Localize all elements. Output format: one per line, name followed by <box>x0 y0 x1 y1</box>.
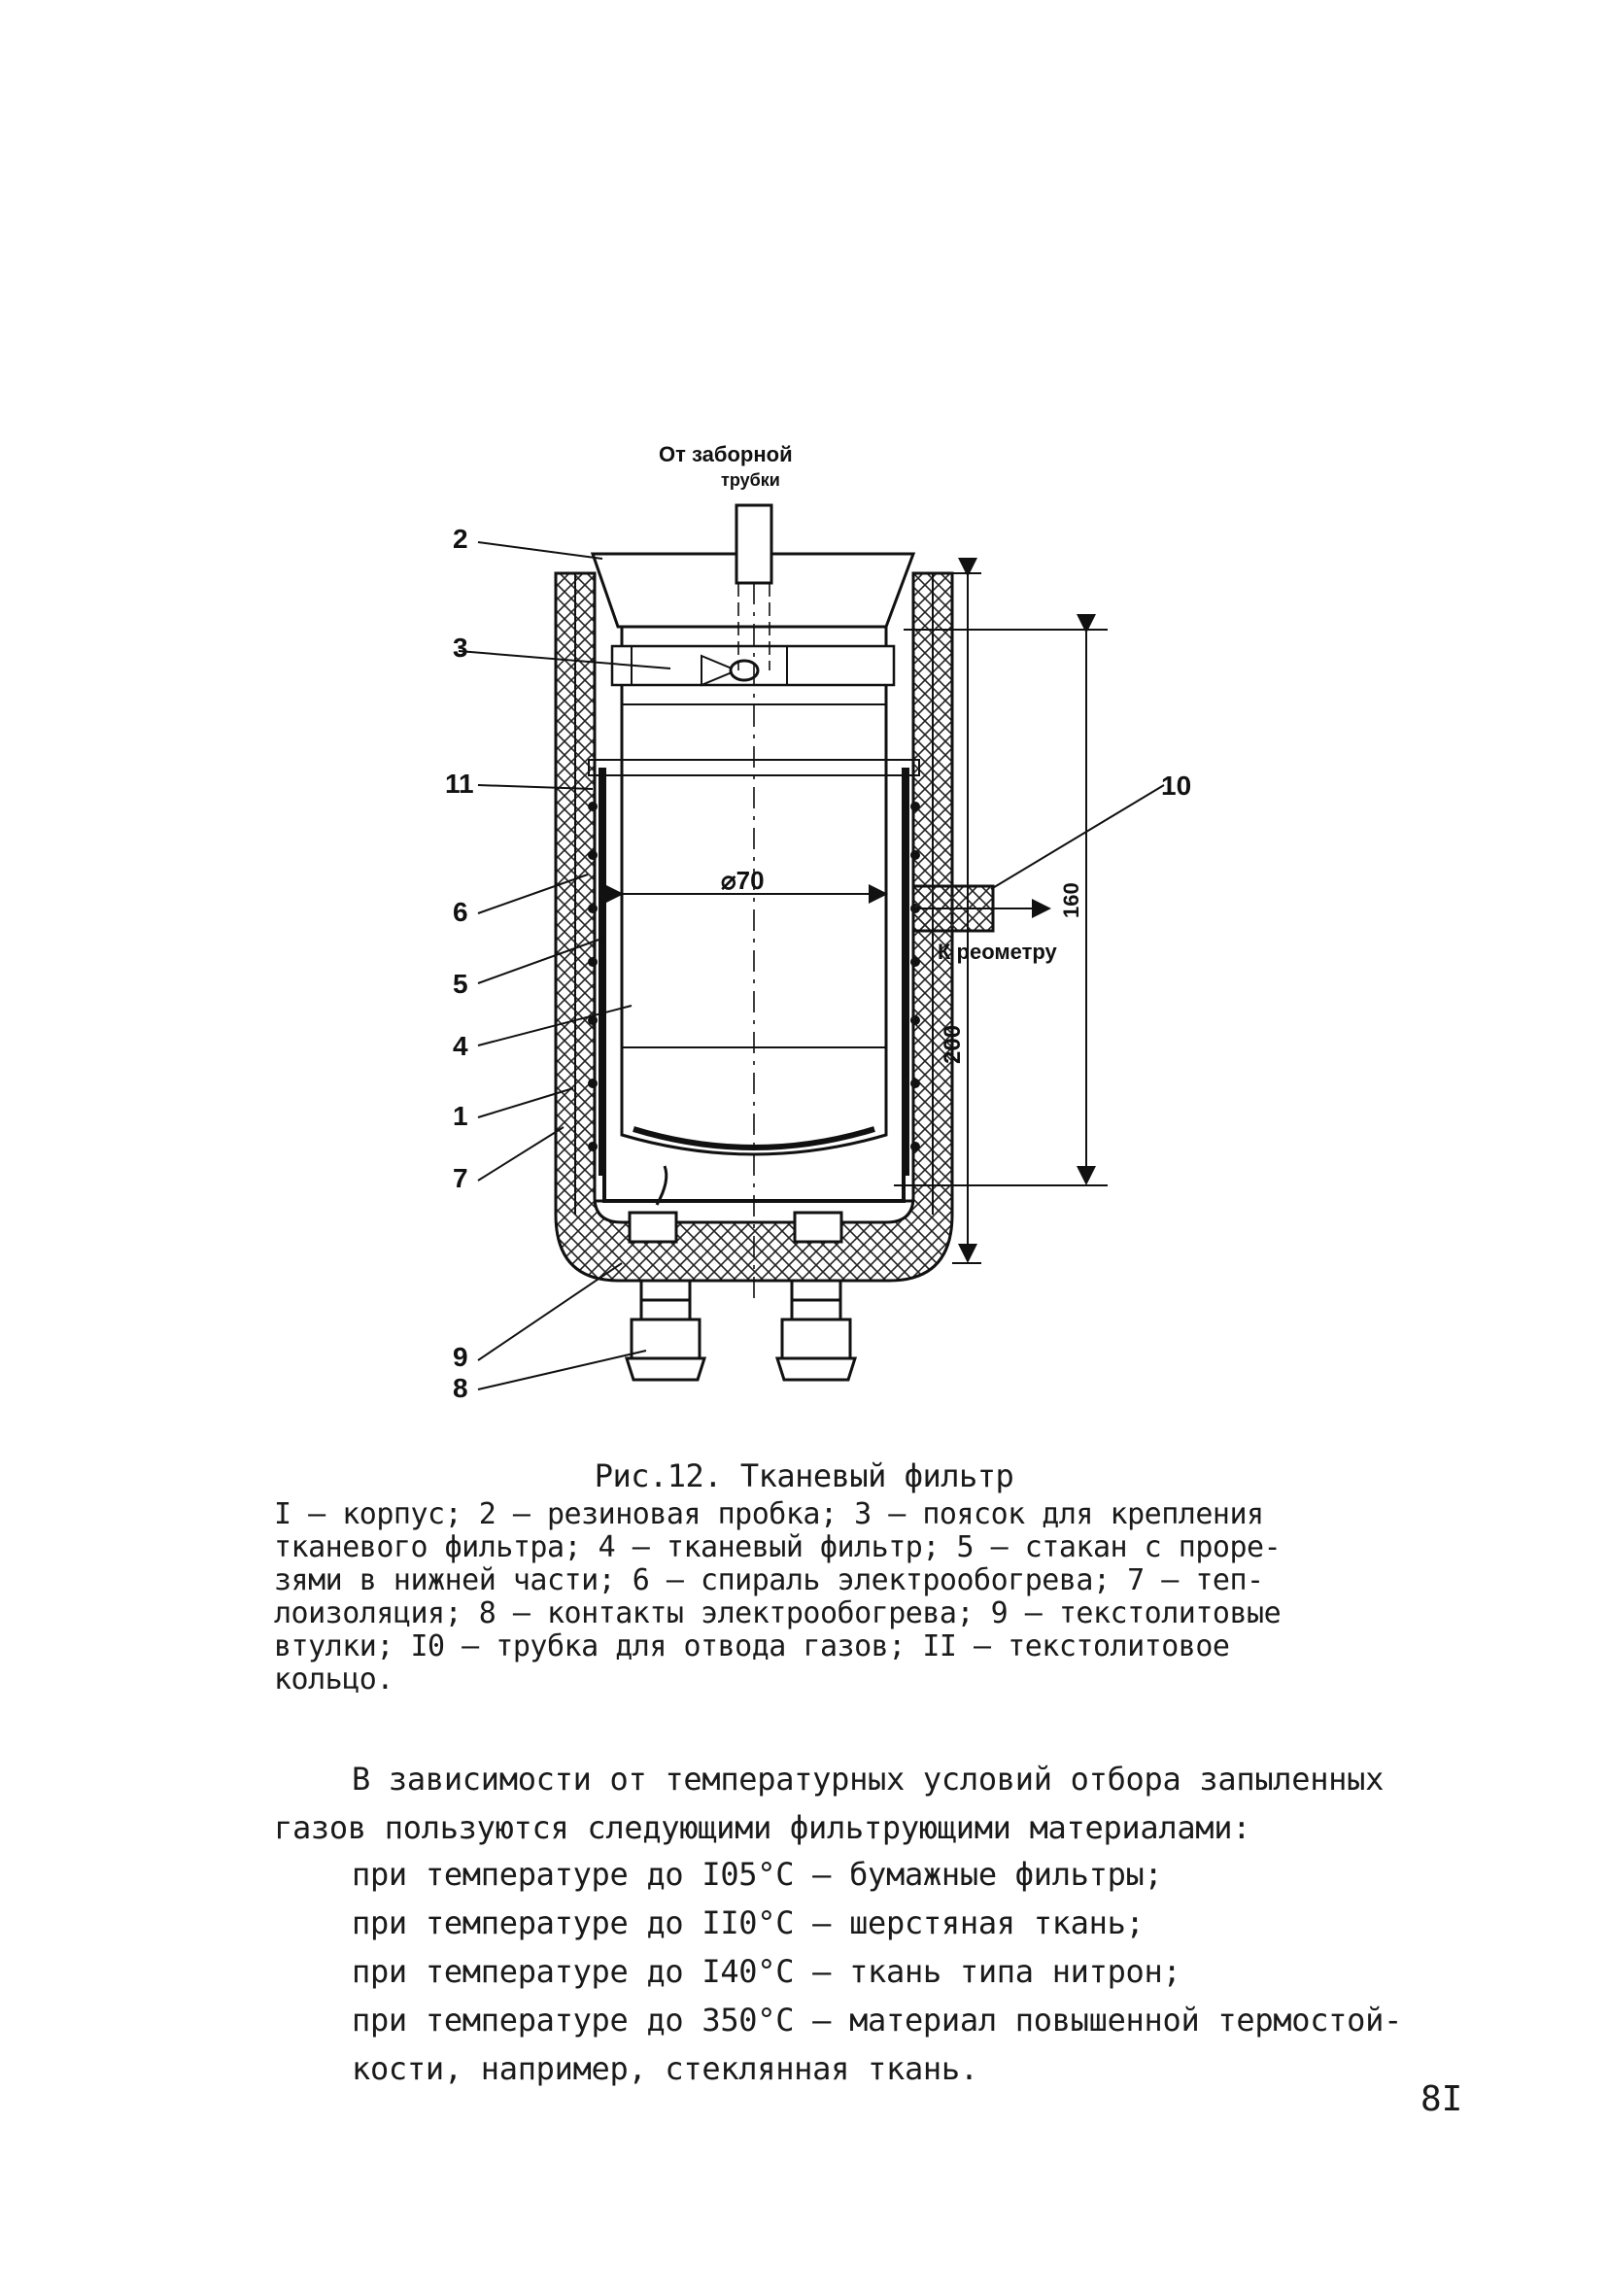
callout-8: 8 <box>453 1373 468 1403</box>
callout-10: 10 <box>1161 771 1192 801</box>
callout-6: 6 <box>453 897 468 927</box>
body-item: при температуре до II0°C – шерстяная ткань; <box>352 1904 1145 1941</box>
legend-line: I – корпус; 2 – резиновая пробка; 3 – поясок для крепления <box>274 1497 1264 1531</box>
inlet-tube <box>736 505 771 583</box>
body-intro-line2: газов пользуются следующими фильтрующими материалами: <box>274 1809 1251 1846</box>
callout-5: 5 <box>453 969 468 999</box>
figure-caption: Рис.12. Тканевый фильтр <box>594 1457 1014 1494</box>
legend-line: кольцо. <box>274 1662 393 1696</box>
body-item: при температуре до I05°C – бумажные фильтры; <box>352 1856 1163 1893</box>
callout-9: 9 <box>453 1342 468 1372</box>
callout-4: 4 <box>453 1031 468 1061</box>
heating-spiral <box>588 802 920 1151</box>
body-item: при температуре до I40°C – ткань типа нитрон; <box>352 1953 1181 1990</box>
page-number: 8I <box>1420 2079 1463 2119</box>
callout-7: 7 <box>453 1163 468 1193</box>
body-item: при температуре до 350°C – материал повышенной термостой- <box>352 2002 1403 2039</box>
callout-1: 1 <box>453 1101 468 1131</box>
dimension-200: 200 <box>940 1024 966 1064</box>
body-intro-line1: В зависимости от температурных условий отбора запыленных <box>352 1761 1385 1798</box>
outlet-label: К реометру <box>938 940 1057 964</box>
inlet-label-line1: От заборной <box>659 442 793 466</box>
callout-2: 2 <box>453 524 468 554</box>
legend-line: зями в нижней части; 6 – спираль электрообогрева; 7 – теп- <box>274 1563 1264 1597</box>
inlet-label-line2: трубки <box>721 470 780 490</box>
diameter-label: ⌀70 <box>721 866 765 895</box>
body-continuation: кости, например, стеклянная ткань. <box>352 2050 978 2087</box>
dimension-160: 160 <box>1059 882 1083 918</box>
legend-line: лоизоляция; 8 – контакты электрообогрева; 9 – текстолитовые <box>274 1596 1282 1630</box>
callout-11: 11 <box>445 769 474 799</box>
legend-line: втулки; I0 – трубка для отвода газов; II – текстолитовое <box>274 1629 1230 1663</box>
figure-legend <box>274 1498 1440 1696</box>
legend-line: тканевого фильтра; 4 – тканевый фильтр; 5 – стакан с проре- <box>274 1530 1282 1564</box>
callout-3: 3 <box>453 633 468 663</box>
